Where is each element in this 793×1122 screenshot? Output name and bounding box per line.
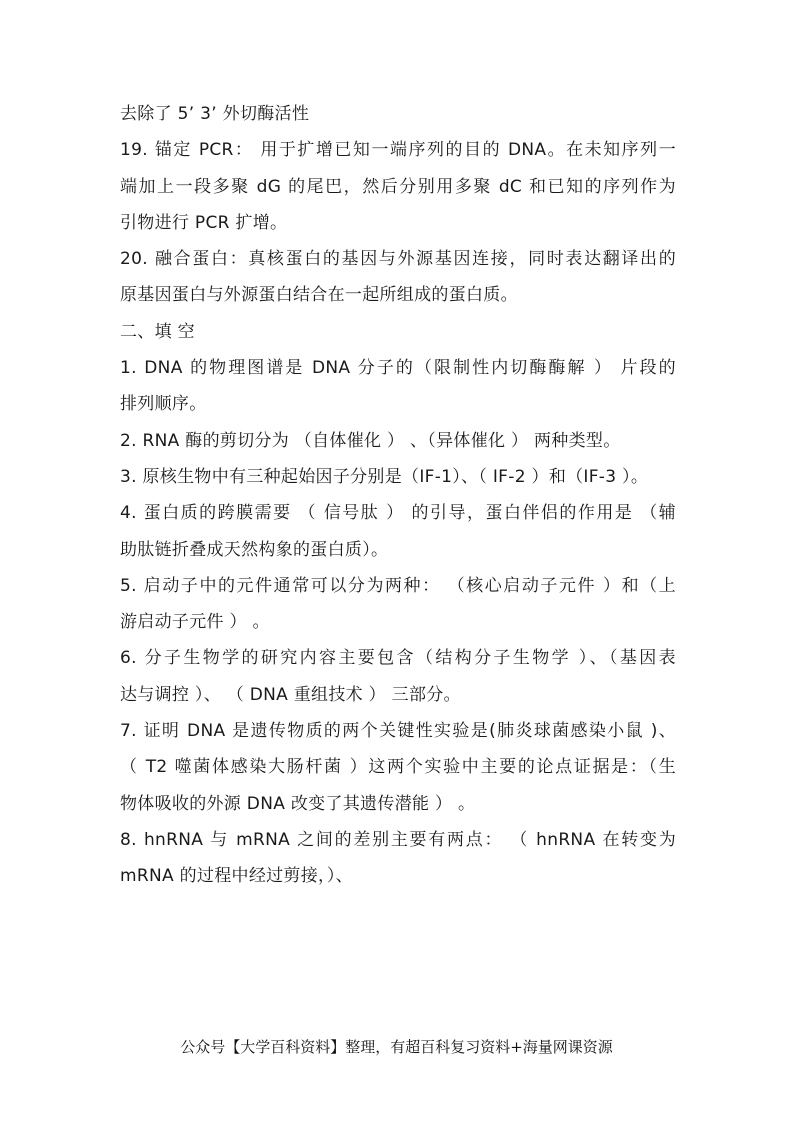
text-line: 8. hnRNA 与 mRNA 之间的差别主要有两点： （ hnRNA 在转变为 <box>120 829 676 850</box>
text-line: 物体吸收的外源 DNA 改变了其遗传潜能 ） 。 <box>120 793 476 814</box>
text-line: 5. 启动子中的元件通常可以分为两种： （核心启动子元件 ）和（上 <box>120 575 676 596</box>
text-line: 达与调控 ）、 （ DNA 重组技术 ） 三部分。 <box>120 684 461 705</box>
text-line: 20. 融合蛋白：真核蛋白的基因与外源基因连接，同时表达翻译出的 <box>120 249 676 270</box>
text-line: 19. 锚定 PCR： 用于扩增已知一端序列的目的 DNA。在未知序列一 <box>120 140 676 161</box>
text-line: 引物进行 PCR 扩增。 <box>120 212 288 233</box>
text-line: （ T2 噬菌体感染大肠杆菌 ）这两个实验中主要的论点证据是：（生 <box>120 757 676 778</box>
section-heading: 二、填 空 <box>120 321 195 342</box>
document-body <box>120 96 676 895</box>
text-line: mRNA 的过程中经过剪接，）、 <box>120 866 353 887</box>
text-line: 游启动子元件 ） 。 <box>120 612 270 633</box>
text-line: 3. 原核生物中有三种起始因子分别是（IF-1）、（ IF-2 ）和（IF-3 ）。 <box>120 466 649 487</box>
text-line: 原基因蛋白与外源蛋白结合在一起所组成的蛋白质。 <box>120 285 518 306</box>
text-line: 7. 证明 DNA 是遗传物质的两个关键性实验是(肺炎球菌感染小鼠 )、 <box>120 721 676 742</box>
text-line: 2. RNA 酶的剪切分为 （自体催化 ） 、（异体催化 ） 两种类型。 <box>120 430 621 451</box>
text-line: 6. 分子生物学的研究内容主要包含（结构分子生物学 ）、（基因表 <box>120 648 676 669</box>
text-line: 端加上一段多聚 dG 的尾巴，然后分别用多聚 dC 和已知的序列作为 <box>120 176 676 197</box>
page-footer: 公众号【大学百科资料】整理，有超百科复习资料+海量网课资源 <box>180 1038 613 1056</box>
text-line: 排列顺序。 <box>120 394 207 415</box>
text-line: 去除了 5’ 3’ 外切酶活性 <box>120 104 310 124</box>
text-line: 助肽链折叠成天然构象的蛋白质）。 <box>120 539 389 560</box>
text-line: 1. DNA 的物理图谱是 DNA 分子的（限制性内切酶酶解 ） 片段的 <box>120 358 676 379</box>
text-line: 4. 蛋白质的跨膜需要 （ 信号肽 ） 的引导，蛋白伴侣的作用是 （辅 <box>120 503 676 524</box>
